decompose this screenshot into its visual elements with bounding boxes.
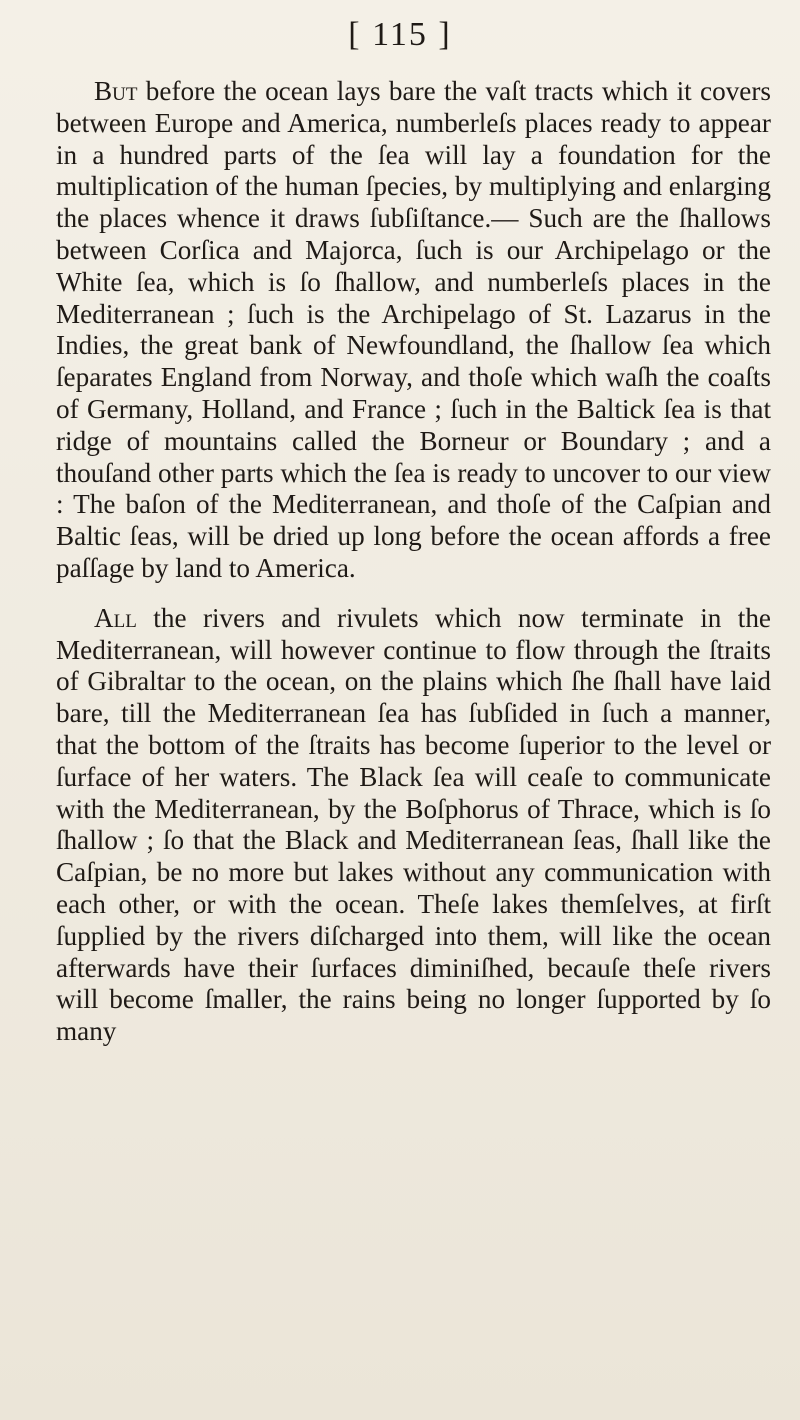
paragraph-1-text: before the ocean lays bare the vaſt tracts which it covers between Europe and America, numberleſs places ready to appear in a hundred parts of the ſea will lay a foundation for the multiplication of the human ſpecies, by multiplying and enlarging the places whence it draws ſubſiſtance.— Such are the ſhallows between Corſica and Majorca, ſuch is our Archipelago or the White ſea, which is ſo ſhallow, and numberleſs places in the Mediterranean ; ſuch is the Archipelago of St. Lazarus in the Indies, the great bank of Newfoundland, the ſhallow ſea which ſeparates England from Norway, and thoſe which waſh the coaſts of Germany, Holland, and France ; ſuch in the Baltick ſea is that ridge of mountains called the Borneur or Boundary ; and a thouſand other parts which the ſea is ready to uncover to our view : The baſon of the Mediterranean, and thoſe of the Caſpian and Baltic ſeas, will be dried up long before the ocean affords a free paſſage by land to America.: [56, 76, 771, 583]
paragraph-1-lead: But: [94, 76, 138, 106]
body-text: [56, 76, 771, 1048]
paragraph-2-text: the rivers and rivulets which now terminate in the Mediterranean, will however continue to flow through the ſtraits of Gibraltar to the ocean, on the plains which ſhe ſhall have laid bare, till the Mediterranean ſea has ſubſided in ſuch a manner, that the bottom of the ſtraits has become ſuperior to the level or ſurface of her waters. The Black ſea will ceaſe to communicate with the Mediterranean, by the Boſphorus of Thrace, which is ſo ſhallow ; ſo that the Black and Mediterranean ſeas, ſhall like the Caſpian, be no more but lakes without any communication with each other, or with the ocean. Theſe lakes themſelves, at firſt ſupplied by the rivers diſcharged into them, will like the ocean afterwards have their ſurfaces diminiſhed, becauſe theſe rivers will become ſmaller, the rains being no longer ſupported by ſo many: [56, 602, 771, 1047]
paragraph-2-lead: All: [94, 602, 137, 633]
page-number: [ 115 ]: [348, 16, 452, 53]
paragraph-1: [56, 76, 771, 585]
paragraph-2: [56, 603, 771, 1048]
